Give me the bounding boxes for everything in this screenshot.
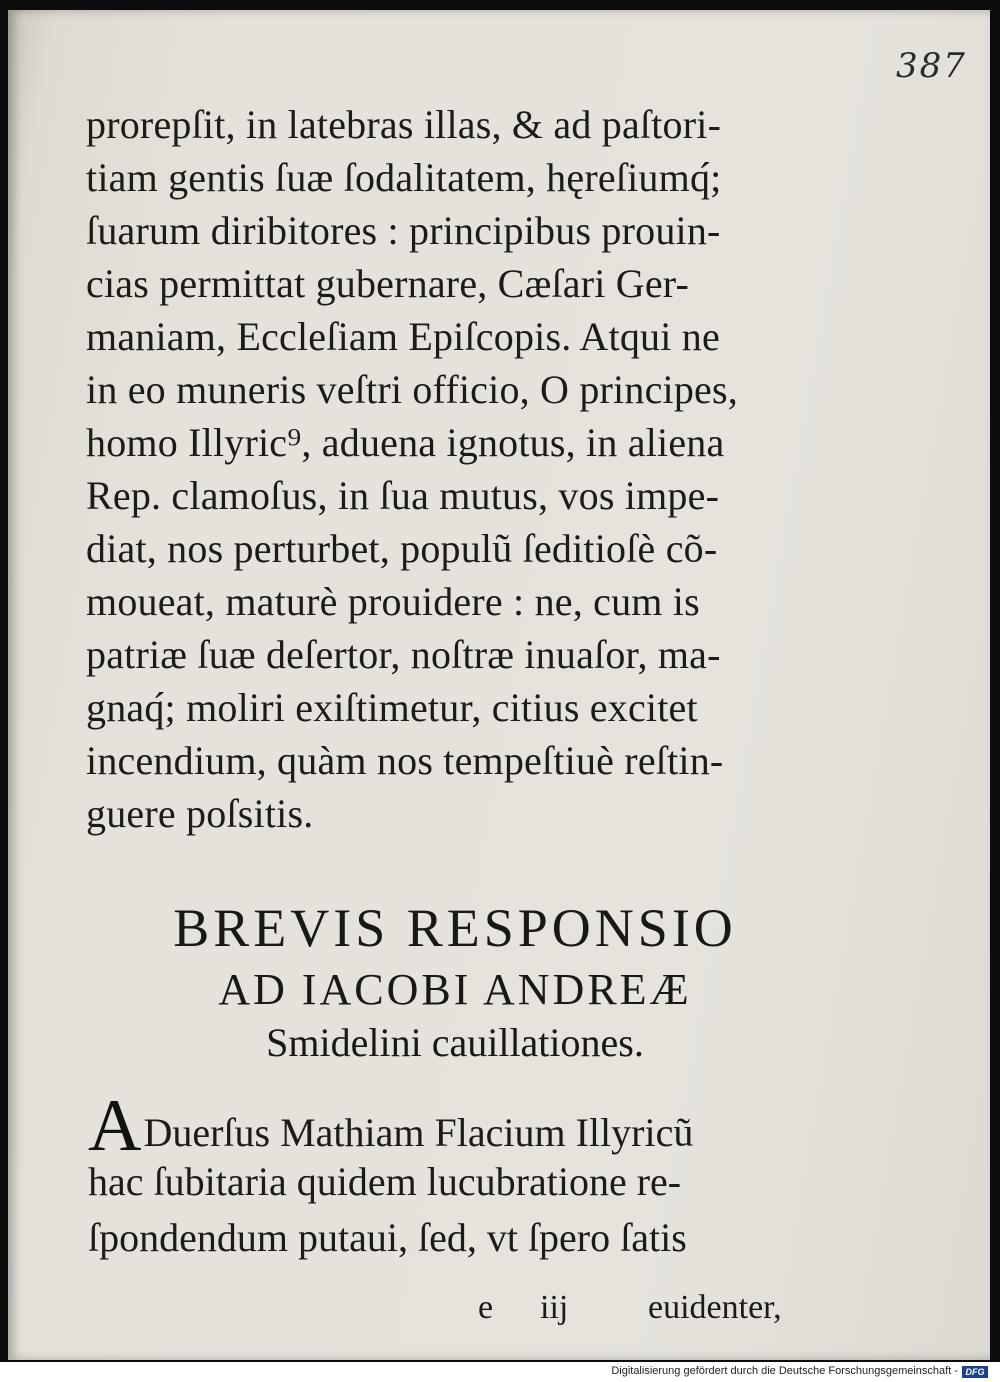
text-line: diat, nos perturbet, populũ ſeditioſè cõ-	[86, 526, 718, 571]
catchword: euidenter,	[648, 1289, 782, 1326]
text-line: homo Illyric⁹, aduena ignotus, in aliena	[86, 420, 725, 465]
section-heading-title: BREVIS RESPONSIO	[173, 898, 737, 958]
text-line: incendium, quàm nos tempeſtiuè reſtin-	[86, 738, 724, 783]
text-line: ſuarum diribitores : principibus prouin-	[86, 208, 721, 253]
drop-cap-initial: A	[88, 1085, 142, 1167]
text-line: patriæ ſuæ deſertor, noſtræ inuaſor, ma-	[86, 632, 721, 677]
paragraph-line: ſpondendum putaui, ſed, vt ſpero ſatis	[88, 1215, 687, 1260]
catchline	[478, 1286, 818, 1330]
signature-number: iij	[540, 1289, 569, 1326]
page-number: 387	[896, 46, 967, 86]
text-line: tiam gentis ſuæ ſodalitatem, hęreſiumq́;	[86, 155, 722, 200]
text-line: gnaq́; moliri exiſtimetur, citius excitet	[86, 685, 698, 730]
funding-credit: Digitalisierung gefördert durch die Deutsche Forschungsgemeinschaft -	[611, 1365, 958, 1377]
text-line: prorepſit, in latebras illas, & ad paſtori-	[86, 102, 722, 147]
text-line: Rep. clamoſus, in ſua mutus, vos impe-	[86, 473, 720, 518]
text-line: guere poſsitis.	[86, 791, 314, 836]
first-line-text: Duerſus Mathiam Flacium Illyricũ	[143, 1110, 694, 1155]
dfg-logo-icon: DFG	[962, 1366, 988, 1378]
section-heading-tagline: Smidelini cauillationes.	[266, 1020, 644, 1065]
text-line: in eo muneris veſtri officio, O principes,	[86, 367, 738, 412]
book-page	[8, 10, 990, 1360]
text-line: maniam, Eccleſiam Epiſcopis. Atqui ne	[86, 314, 720, 359]
opening-paragraph	[88, 1085, 828, 1266]
paragraph-line: hac ſubitaria quidem lucubratione re-	[88, 1159, 682, 1204]
signature-letter: e	[478, 1289, 494, 1326]
section-heading-subtitle: AD IACOBI ANDREÆ	[218, 965, 692, 1014]
paragraph-first-line	[88, 1085, 828, 1167]
body-text	[86, 98, 816, 840]
text-line: cias permittat gubernare, Cæſari Ger-	[86, 261, 690, 306]
text-line: moueat, maturè prouidere : ne, cum is	[86, 579, 700, 624]
